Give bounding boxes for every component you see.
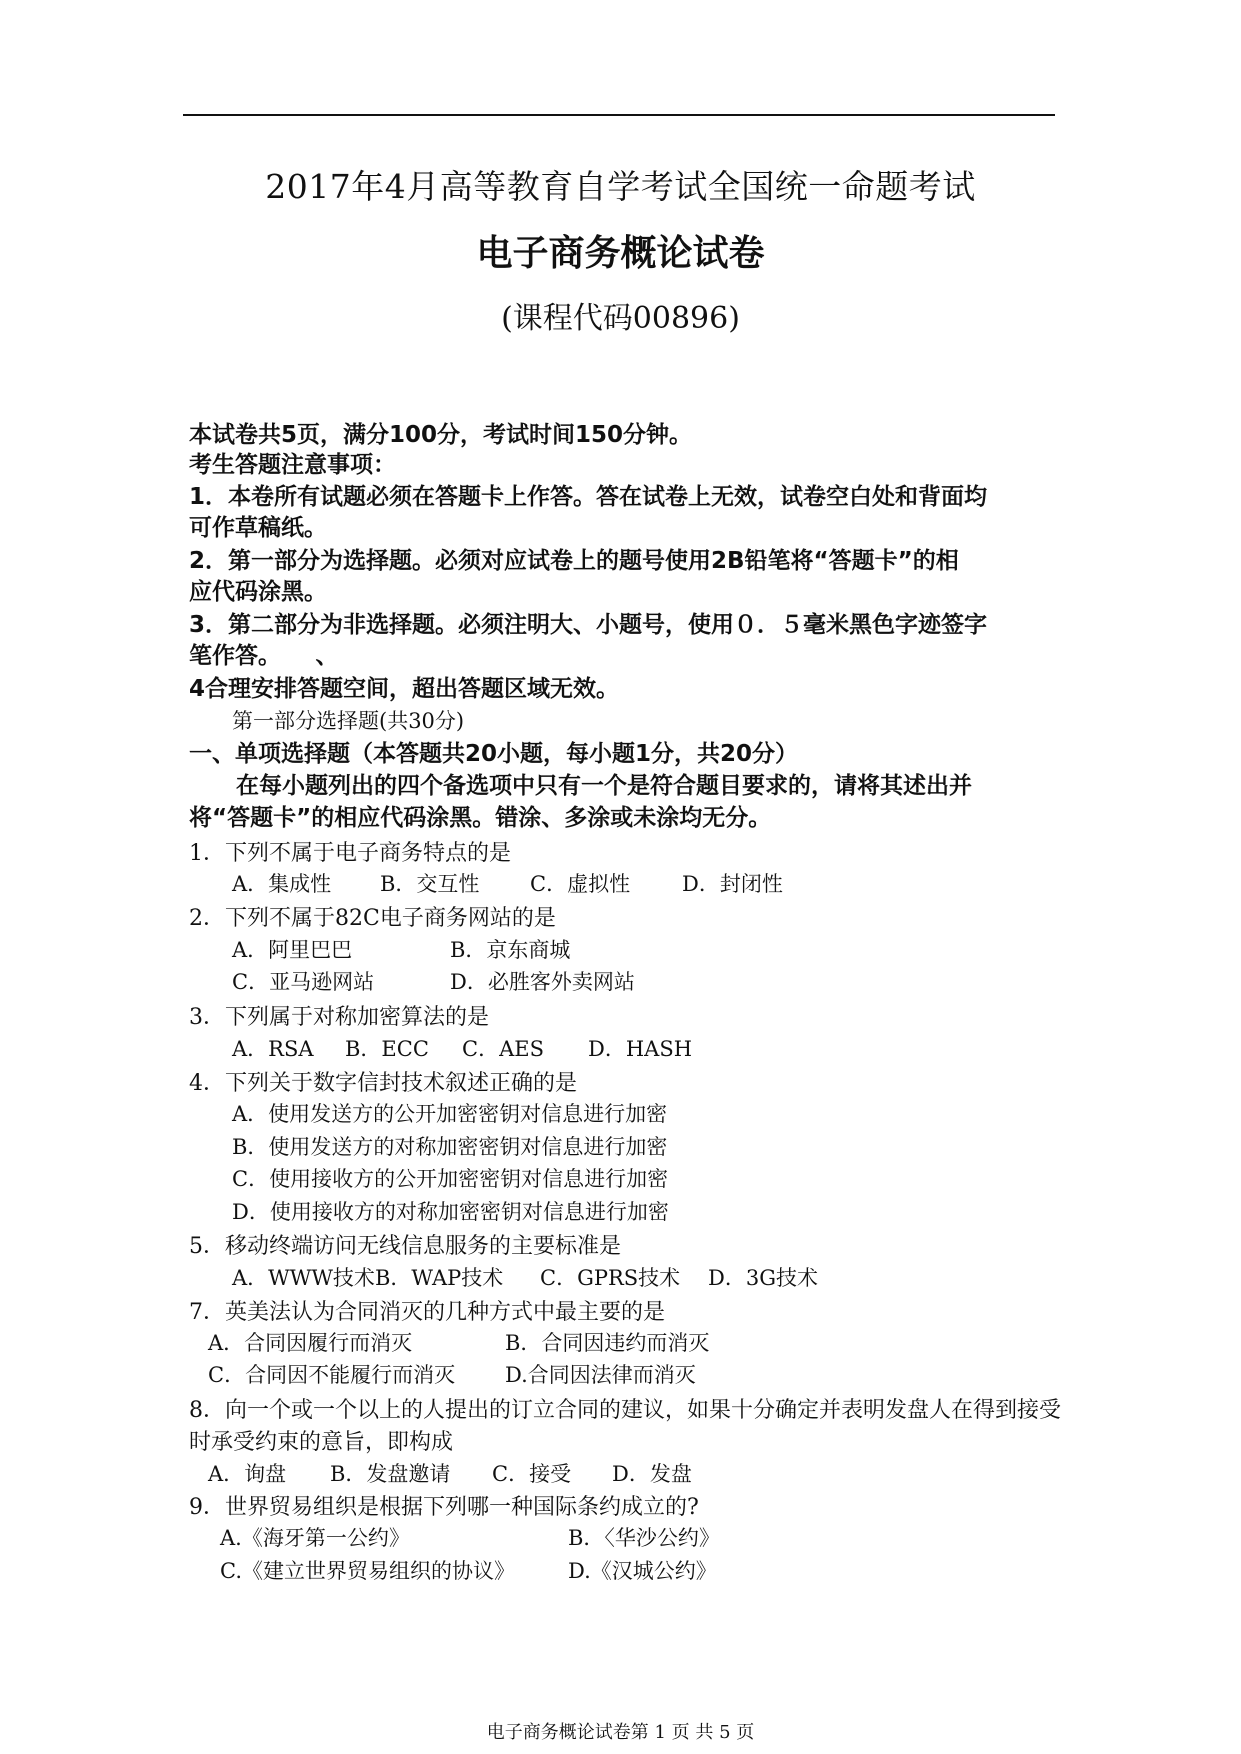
question-8-option-a: A．询盘 — [208, 1462, 287, 1486]
note-1-line-2: 可作草稿纸。 — [189, 515, 327, 541]
question-7-option-c: C．合同因不能履行而消灭 — [208, 1363, 456, 1387]
question-1-option-a: A．集成性 — [232, 872, 332, 896]
question-1-stem: 1．下列不属于电子商务特点的是 — [189, 841, 511, 866]
question-7-option-a: A．合同因履行而消灭 — [208, 1331, 413, 1355]
page-footer: 电子商务概论试卷第 1 页 共 5 页 — [486, 1722, 755, 1743]
paper-title: 电子商务概论试卷 — [476, 233, 765, 274]
question-3-option-d: D．HASH — [588, 1037, 693, 1061]
note-4: 4合理安排答题空间，超出答题区域无效。 — [189, 676, 620, 702]
question-7-stem: 7．英美法认为合同消灭的几种方式中最主要的是 — [189, 1300, 665, 1325]
section-1-instruction-line-2: 将“答题卡”的相应代码涂黑。错涂、多涂或未涂均无分。 — [189, 805, 772, 831]
question-8-stem-line-2: 时承受约束的意旨，即构成 — [189, 1430, 454, 1455]
question-8-option-c: C．接受 — [492, 1462, 572, 1486]
question-5-option-b: B．WAP技术 — [375, 1266, 504, 1290]
question-8-option-b: B．发盘邀请 — [330, 1462, 451, 1486]
question-5-stem: 5．移动终端访问无线信息服务的主要标准是 — [189, 1234, 621, 1259]
note-3-line-2: 笔作答。 、 — [189, 643, 339, 669]
question-8-option-d: D．发盘 — [612, 1462, 692, 1486]
question-5-option-a: A．WWW技术 — [232, 1266, 375, 1290]
question-4-option-d: D．使用接收方的对称加密密钥对信息进行加密 — [232, 1200, 669, 1224]
question-7-option-d: D.合同因法律而消灭 — [505, 1363, 696, 1387]
note-1-line-1: 1．本卷所有试题必须在答题卡上作答。答在试卷上无效，试卷空白处和背面均 — [189, 484, 988, 510]
section-1-title: 一、单项选择题（本答题共20小题，每小题1分，共20分） — [189, 741, 799, 767]
exam-intro: 本试卷共5页，满分100分，考试时间150分钟。 — [189, 422, 693, 448]
question-1-option-b: B．交互性 — [380, 872, 480, 896]
question-9-stem: 9．世界贸易组织是根据下列哪一种国际条约成立的? — [189, 1495, 699, 1520]
note-2-line-1: 2．第一部分为选择题。必须对应试卷上的题号使用2B铅笔将“答题卡”的相 — [189, 548, 959, 574]
question-2-stem: 2．下列不属于82C电子商务网站的是 — [189, 906, 556, 931]
question-4-stem: 4．下列关于数字信封技术叙述正确的是 — [189, 1071, 577, 1096]
question-9-option-c: C.《建立世界贸易组织的协议》 — [220, 1559, 515, 1583]
question-4-option-b: B．使用发送方的对称加密密钥对信息进行加密 — [232, 1135, 668, 1159]
note-2-line-2: 应代码涂黑。 — [189, 579, 327, 605]
question-2-option-c: C．亚马逊网站 — [232, 970, 375, 994]
section-1-instruction-line-1: 在每小题列出的四个备选项中只有一个是符合题目要求的，请将其述出并 — [236, 773, 972, 799]
question-7-option-b: B．合同因违约而消灭 — [505, 1331, 710, 1355]
question-9-option-b: B．〈华沙公约》 — [568, 1526, 720, 1550]
question-3-option-b: B．ECC — [345, 1037, 429, 1061]
question-5-option-d: D．3G技术 — [708, 1266, 818, 1290]
question-4-option-c: C．使用接收方的公开加密密钥对信息进行加密 — [232, 1167, 669, 1191]
question-8-stem-line-1: 8．向一个或一个以上的人提出的订立合同的建议，如果十分确定并表明发盘人在得到接受 — [189, 1398, 1062, 1423]
notes-heading: 考生答题注意事项： — [189, 452, 396, 478]
header-rule — [183, 114, 1055, 116]
question-9-option-a: A.《海牙第一公约》 — [220, 1526, 410, 1550]
question-2-option-d: D．必胜客外卖网站 — [450, 970, 635, 994]
note-3-line-1: 3．第二部分为非选择题。必须注明大、小题号，使用０．５毫米黑色字迹签字 — [189, 612, 988, 638]
question-1-option-d: D．封闭性 — [682, 872, 783, 896]
question-3-stem: 3．下列属于对称加密算法的是 — [189, 1005, 489, 1030]
part-1-title: 第一部分选择题(共30分) — [232, 709, 465, 733]
question-3-option-c: C．AES — [462, 1037, 544, 1061]
question-3-option-a: A．RSA — [232, 1037, 314, 1061]
exam-title: 2017年4月高等教育自学考试全国统一命题考试 — [265, 167, 976, 206]
question-9-option-d: D.《汉城公约》 — [568, 1559, 717, 1583]
question-2-option-a: A．阿里巴巴 — [232, 938, 353, 962]
question-2-option-b: B．京东商城 — [450, 938, 571, 962]
question-5-option-c: C．GPRS技术 — [540, 1266, 681, 1290]
question-1-option-c: C．虚拟性 — [530, 872, 631, 896]
course-code: (课程代码00896) — [501, 301, 740, 336]
question-4-option-a: A．使用发送方的公开加密密钥对信息进行加密 — [232, 1102, 668, 1126]
